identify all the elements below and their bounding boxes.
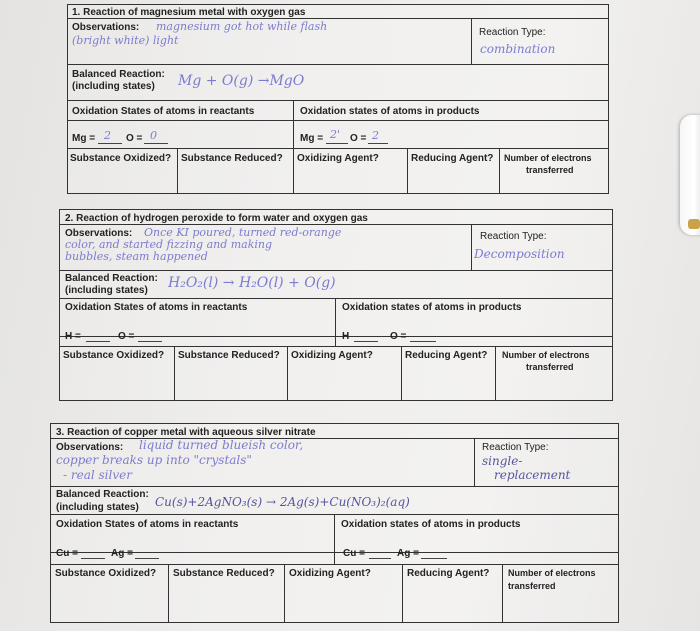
blank-line <box>410 341 436 342</box>
oxidizing-agent-label: Oxidizing Agent? <box>289 568 371 579</box>
reactant-o-value: 0 <box>150 129 157 142</box>
blank-line <box>368 143 388 144</box>
product-h-label: H <box>342 331 350 342</box>
balanced-label-states: (including states) <box>56 502 139 513</box>
balanced-reaction-hw: Cu(s)+2AgNO₃(s) → 2Ag(s)+Cu(NO₃)₂(aq) <box>155 495 410 509</box>
blank-line <box>138 341 162 342</box>
ox-reactants-label: Oxidation States of atoms in reactants <box>72 106 255 117</box>
electrons-label-2: transferred <box>508 581 556 591</box>
blank-line <box>144 143 168 144</box>
reactant-h-label: H = <box>65 331 81 342</box>
ox-products-label: Oxidation states of atoms in products <box>342 302 522 313</box>
reaction-1-table <box>67 4 609 194</box>
substance-reduced-label: Substance Reduced? <box>181 153 283 164</box>
observations-hw: bubbles, steam happened <box>65 250 208 263</box>
pen-tip <box>688 219 700 229</box>
ox-products-values <box>294 121 608 149</box>
blank-line <box>354 341 378 342</box>
product-ag-label: Ag = <box>397 548 419 559</box>
reaction-3-table <box>50 423 619 623</box>
product-o-label: O = <box>390 331 407 342</box>
reactant-mg-label: Mg = <box>72 133 96 144</box>
reducing-agent-label: Reducing Agent? <box>407 568 490 579</box>
electrons-label: Number of electrons <box>504 153 592 163</box>
reaction-type-hw: single- <box>482 454 523 468</box>
ox-reactants-values <box>68 121 294 149</box>
substance-oxidized-label: Substance Oxidized? <box>55 568 157 579</box>
reaction-type-label: Reaction Type: <box>480 231 547 242</box>
observations-hw: color, and started fizzing and making <box>65 238 273 251</box>
observations-label: Observations: <box>65 228 133 239</box>
ox-reactants-label: Oxidation States of atoms in reactants <box>65 302 248 313</box>
balanced-label: Balanced Reaction: <box>65 273 158 284</box>
observations-label: Observations: <box>56 442 124 453</box>
pen-object <box>680 115 700 235</box>
blank-line <box>98 143 122 144</box>
electrons-label-2: transferred <box>526 362 574 372</box>
observations-label: Observations: <box>72 22 140 33</box>
reaction-type-label: Reaction Type: <box>479 27 546 38</box>
reaction-type-hw: Decomposition <box>474 247 565 261</box>
observations-hw: magnesium got hot while flash <box>156 20 328 33</box>
balanced-reaction-hw: H₂O₂(l) → H₂O(l) + O(g) <box>168 275 336 291</box>
electrons-label-2: transferred <box>526 165 574 175</box>
blank-line <box>135 558 159 559</box>
product-o-label: O = <box>350 133 367 144</box>
substance-reduced-label: Substance Reduced? <box>173 568 275 579</box>
substance-oxidized-label: Substance Oxidized? <box>70 153 172 164</box>
balanced-reaction-hw: Mg + O(g) →MgO <box>178 73 305 89</box>
reactant-cu-label: Cu = <box>56 548 78 559</box>
ox-products-values <box>335 553 618 565</box>
product-mg-label: Mg = <box>300 133 324 144</box>
reaction-type-hw: combination <box>480 42 556 56</box>
reactant-o-label: O = <box>126 133 143 144</box>
electrons-label: Number of electrons <box>508 568 596 578</box>
blank-line <box>369 558 391 559</box>
section-title: 1. Reaction of magnesium metal with oxygen gas <box>72 7 306 18</box>
product-cu-label: Cu = <box>343 548 365 559</box>
ox-products-label: Oxidation states of atoms in products <box>341 519 521 530</box>
reaction-2-table <box>59 209 613 401</box>
observations-hw: (bright white) light <box>72 34 179 47</box>
product-mg-value: 2' <box>330 128 341 141</box>
observations-hw: liquid turned blueish color, <box>139 438 304 452</box>
oxidizing-agent-label: Oxidizing Agent? <box>297 153 379 164</box>
section-title: 3. Reaction of copper metal with aqueous silver nitrate <box>56 427 316 438</box>
blank-line <box>421 558 447 559</box>
balanced-label-states: (including states) <box>65 285 148 296</box>
ox-reactants-values <box>51 553 335 565</box>
reducing-agent-label: Reducing Agent? <box>411 153 494 164</box>
blank-line <box>326 143 348 144</box>
section-title: 2. Reaction of hydrogen peroxide to form water and oxygen gas <box>65 213 368 224</box>
reactant-o-label: O = <box>118 331 135 342</box>
observations-hw: copper breaks up into "crystals" <box>56 453 252 467</box>
reaction-type-label: Reaction Type: <box>482 442 549 453</box>
ox-reactants-label: Oxidation States of atoms in reactants <box>56 519 239 530</box>
reactant-ag-label: Ag = <box>111 548 133 559</box>
ox-products-values <box>336 337 612 347</box>
ox-products-label: Oxidation states of atoms in products <box>300 106 480 117</box>
oxidizing-agent-label: Oxidizing Agent? <box>291 350 373 361</box>
reaction-type-hw: replacement <box>494 468 571 482</box>
reactant-mg-value: 2 <box>104 129 111 142</box>
observations-hw: Once KI poured, turned red-orange <box>144 226 342 239</box>
electrons-label: Number of electrons <box>502 350 590 360</box>
ox-reactants-values <box>60 337 336 347</box>
product-o-value: 2 <box>372 129 379 142</box>
substance-oxidized-label: Substance Oxidized? <box>63 350 165 361</box>
balanced-label: Balanced Reaction: <box>56 489 149 500</box>
substance-reduced-label: Substance Reduced? <box>178 350 280 361</box>
balanced-label-states: (including states) <box>72 81 155 92</box>
observations-hw: - real silver <box>63 468 132 482</box>
blank-line <box>81 558 105 559</box>
blank-line <box>86 341 110 342</box>
balanced-label: Balanced Reaction: <box>72 69 165 80</box>
reducing-agent-label: Reducing Agent? <box>405 350 488 361</box>
